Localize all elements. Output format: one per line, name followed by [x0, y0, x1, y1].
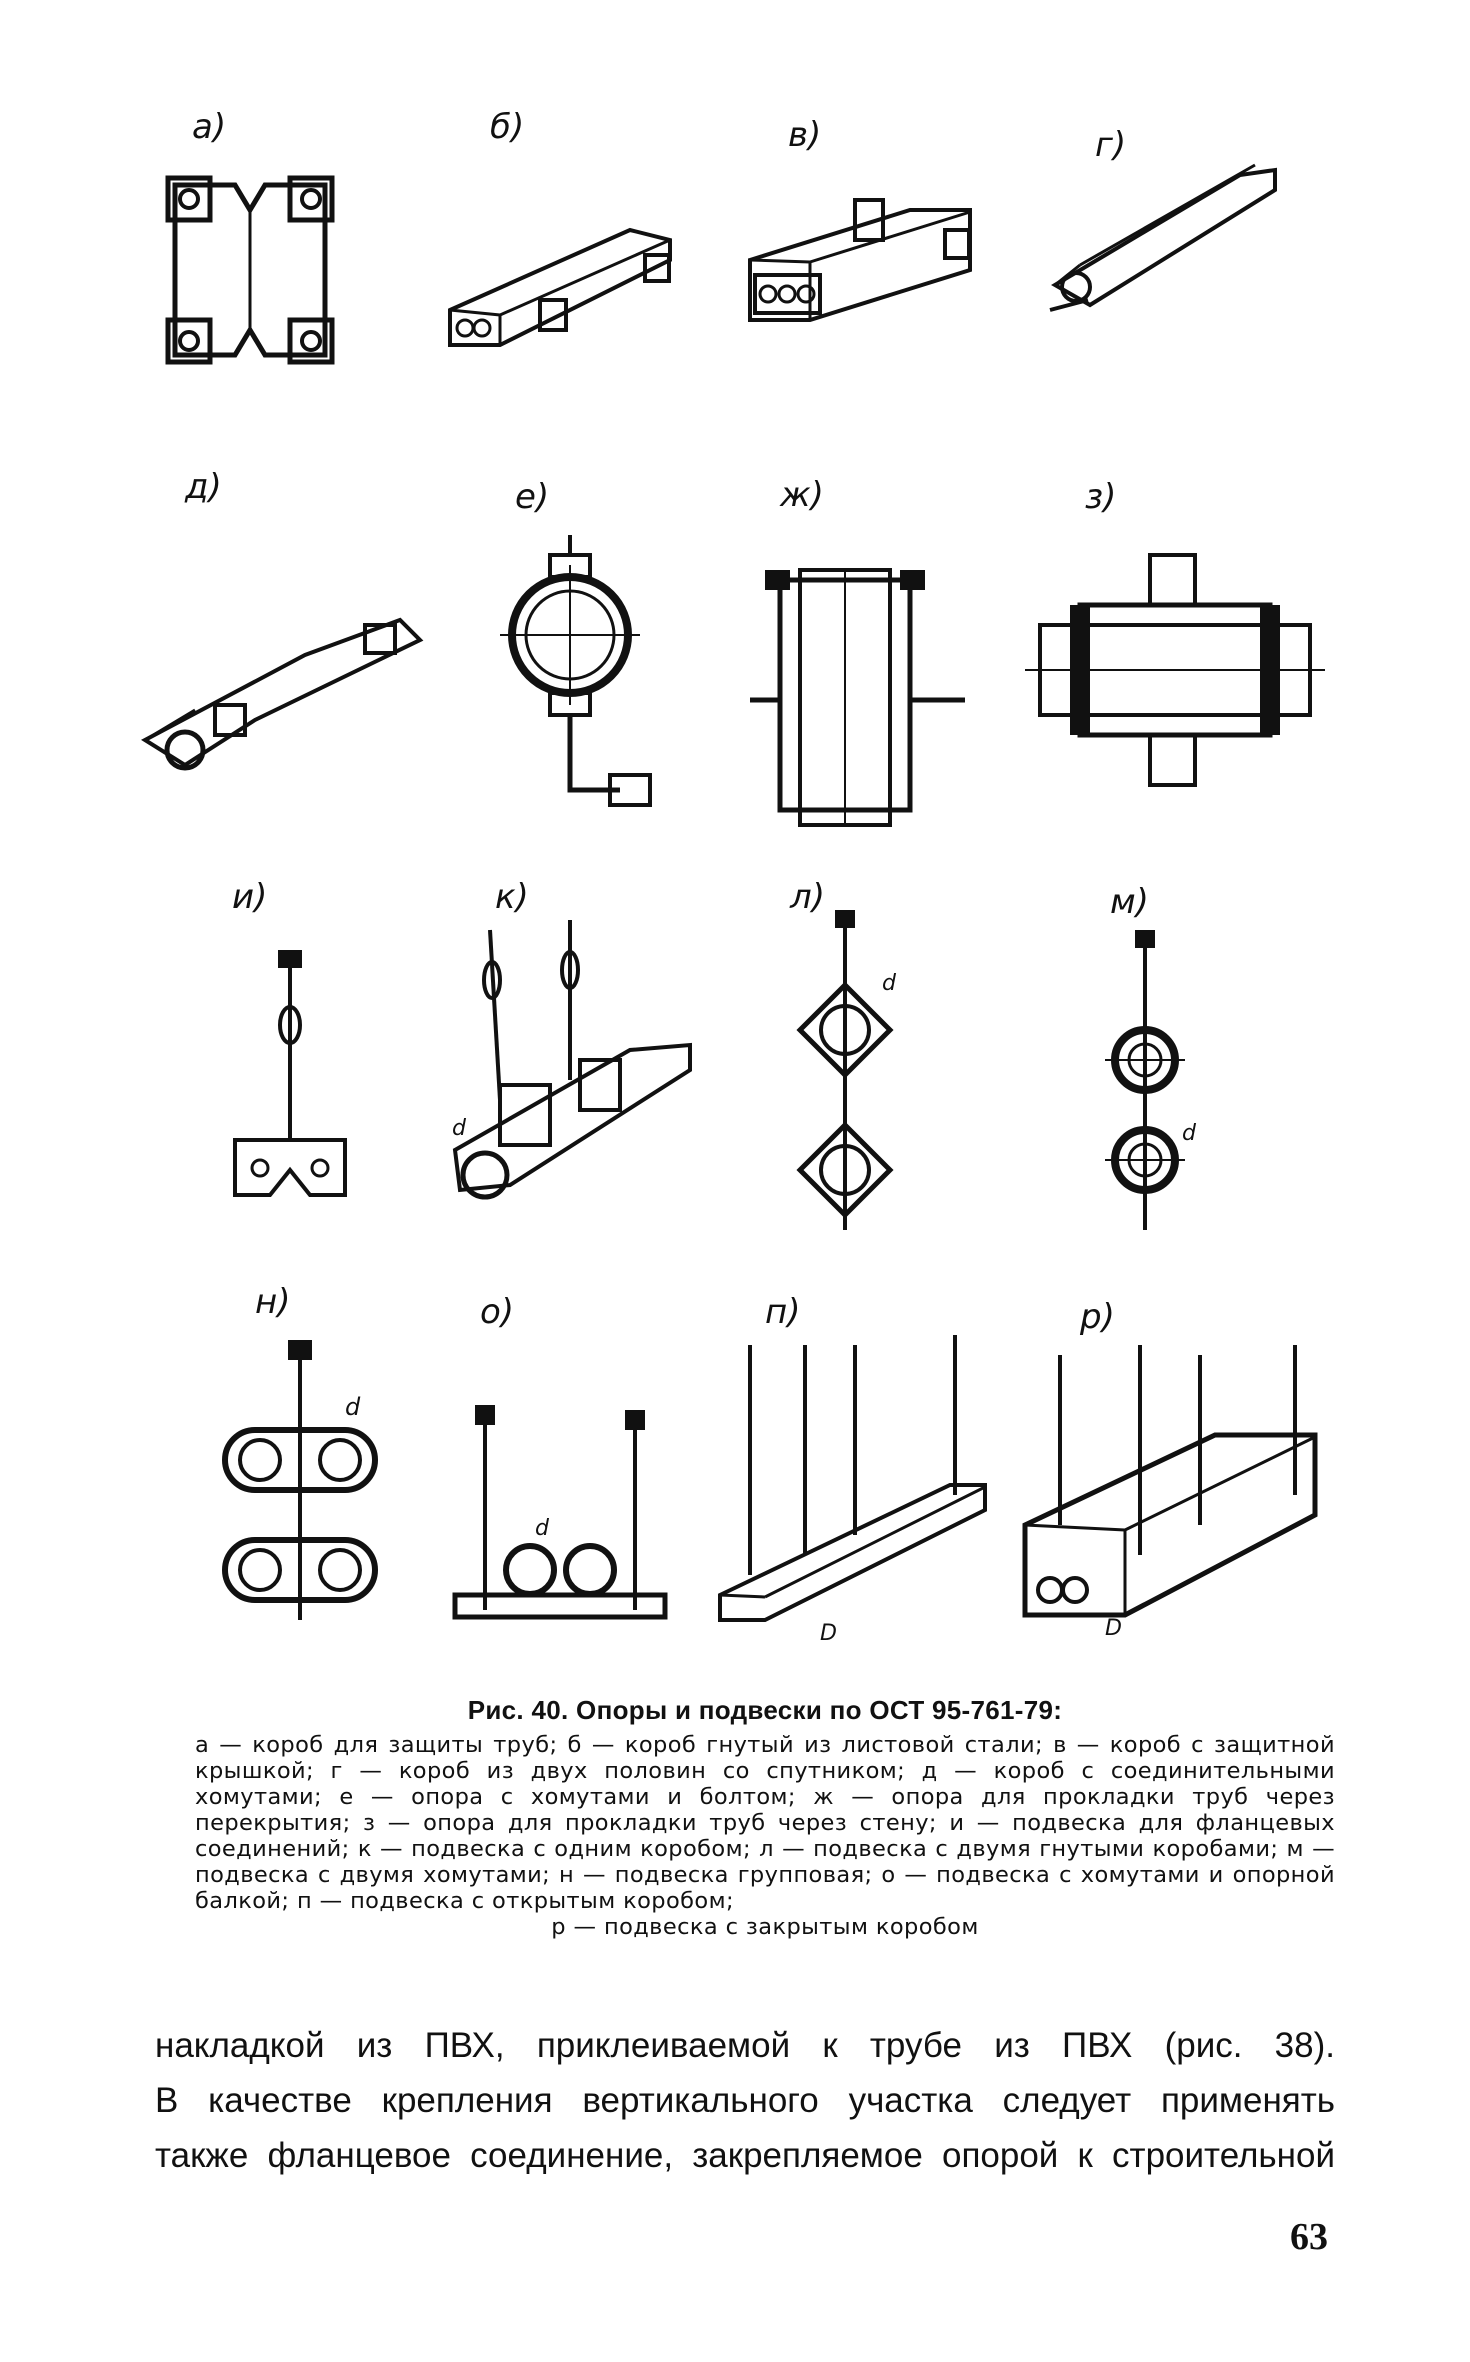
split-box-drawing	[1040, 160, 1290, 340]
group-hanger-drawing	[205, 1330, 405, 1630]
dim-mark-o: d	[535, 1516, 549, 1541]
covered-box-drawing	[740, 190, 1000, 340]
panel-label-a: а)	[192, 107, 227, 147]
panel-label-i: и)	[232, 877, 268, 917]
bent-box-drawing	[440, 220, 690, 360]
figure-caption	[195, 1695, 1335, 1940]
open-box-hanger-drawing	[710, 1325, 1000, 1655]
figure-40	[120, 100, 1350, 1670]
dim-mark-l: d	[882, 971, 896, 996]
panel-label-o: о)	[480, 1292, 515, 1332]
panel-label-r: р)	[1080, 1297, 1115, 1337]
dim-mark-p: D	[820, 1621, 837, 1646]
panel-label-e: е)	[515, 477, 550, 517]
panel-label-b: б)	[490, 107, 525, 147]
panel-label-d: д)	[185, 467, 222, 507]
flange-hanger-drawing	[220, 930, 360, 1210]
body-line-1: накладкой из ПВХ, приклеиваемой к трубе из ПВХ (рис. 38).	[155, 2026, 1335, 2065]
panel-label-v: в)	[788, 115, 822, 155]
panel-label-l: л)	[790, 877, 825, 917]
body-line-3: также фланцевое соединение, закрепляемое опорой к строительной	[155, 2136, 1335, 2175]
panel-label-zh: ж)	[780, 475, 824, 515]
caption-body-last: р — подвеска с закрытым коробом	[551, 1914, 979, 1940]
protective-box-drawing	[160, 170, 350, 370]
double-bent-box-hanger-drawing	[790, 900, 930, 1240]
floor-passage-support-drawing	[745, 560, 985, 830]
clamped-box-drawing	[135, 610, 435, 790]
panel-label-k: к)	[495, 877, 529, 917]
caption-body	[195, 1732, 1335, 1940]
closed-box-hanger-drawing	[1015, 1325, 1345, 1655]
dim-mark-k: d	[452, 1116, 466, 1141]
body-paragraph	[155, 2018, 1335, 2183]
page-number: 63	[1290, 2216, 1328, 2258]
clamp-bolt-support-drawing	[480, 525, 700, 835]
dim-mark-r: D	[1105, 1616, 1122, 1641]
caption-body-text: а — короб для защиты труб; б — короб гнутый из листовой стали; в — короб с защитной крышкой; г — короб из двух половин со спутником; д — короб с соединительными хомутами; е — опора с хомутами и болтом; ж — опора для прокладки труб через перекрытия; з — опора для прокладки труб через стену; и — подвеска для фланцевых соединений; к — подвеска с одним коробом; л — подвеска с двумя гнутыми коробами; м — подвеска с двумя хомутами; н — подвеска групповая; о — подвеска с хомутами и опорной балкой; п — подвеска с открытым коробом;	[195, 1732, 1335, 1914]
body-line-2: В качестве крепления вертикального участка следует применять	[155, 2081, 1335, 2120]
caption-title: Рис. 40. Опоры и подвески по ОСТ 95-761-79:	[467, 1695, 1063, 1725]
panel-label-n: н)	[255, 1282, 291, 1322]
panel-label-m: м)	[1110, 882, 1149, 922]
double-clamp-hanger-drawing	[1090, 920, 1230, 1260]
dim-mark-m: d	[1182, 1121, 1196, 1146]
single-box-hanger-drawing	[440, 910, 700, 1230]
panel-label-g: г)	[1095, 125, 1127, 165]
dim-mark-n: d	[345, 1393, 361, 1421]
panel-label-z: з)	[1085, 477, 1117, 517]
wall-passage-support-drawing	[1020, 550, 1330, 790]
clamp-beam-hanger-drawing	[450, 1390, 670, 1630]
panel-label-p: п)	[765, 1292, 801, 1332]
